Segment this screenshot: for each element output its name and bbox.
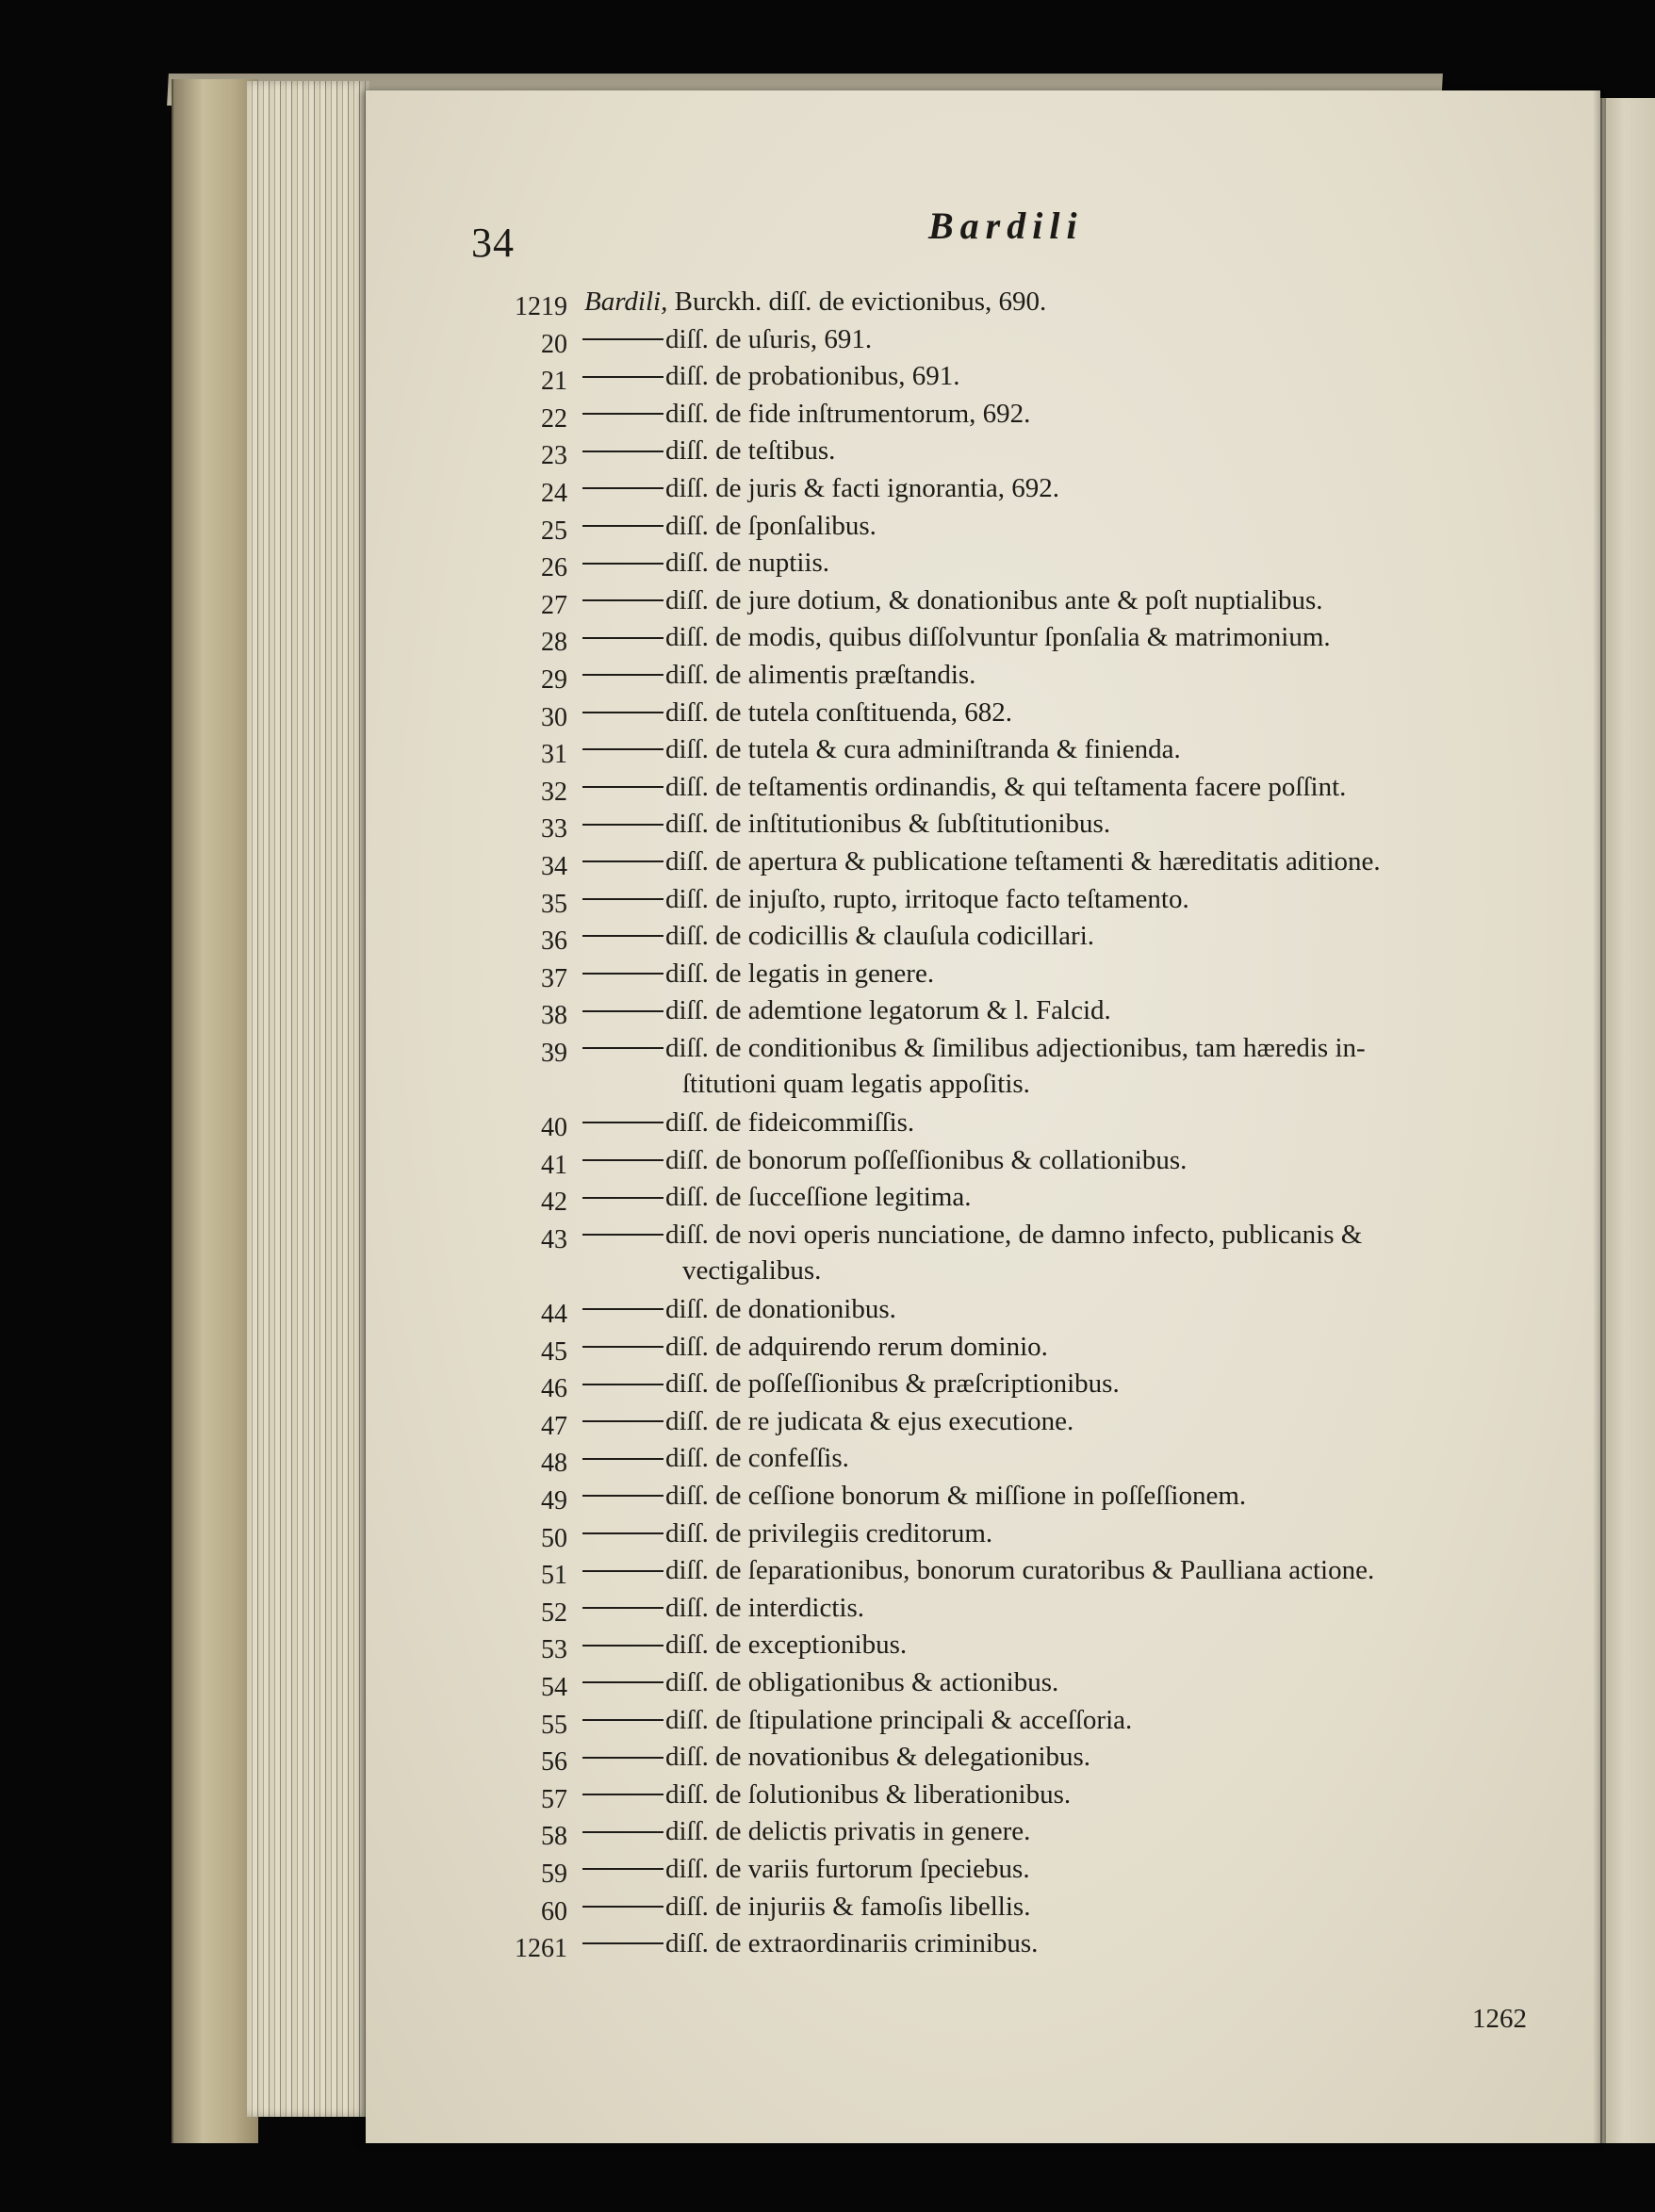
entry-title: diſſ. de privilegiis creditorum. [665, 1517, 993, 1548]
bibliography-entry [498, 473, 1553, 511]
ditto-rule [582, 487, 664, 489]
bibliography-entry [498, 995, 1553, 1033]
bibliography-entry [498, 585, 1553, 623]
ditto-rule [582, 860, 664, 862]
ditto-rule [582, 1458, 664, 1460]
entry-number: 52 [541, 1598, 567, 1628]
entry-number: 1219 [515, 292, 567, 321]
ditto-rule [582, 1384, 664, 1385]
entry-number: 43 [541, 1224, 567, 1254]
bibliography-entry [498, 959, 1553, 996]
entry-title: Burckh. diſſ. de evictionibus, 690. [674, 287, 1047, 317]
bibliography-entry [498, 287, 1553, 324]
entry-title: diſſ. de obligationibus & actionibus. [665, 1666, 1059, 1697]
ditto-rule [582, 973, 664, 975]
entry-text [582, 1033, 1366, 1064]
entry-text [582, 1294, 896, 1325]
bibliography-entry [498, 1294, 1553, 1332]
facing-page-edge [1600, 98, 1655, 2143]
entry-text [582, 324, 872, 355]
page-stack [247, 81, 369, 2117]
bibliography-entry [498, 772, 1553, 810]
entry-number: 44 [541, 1300, 567, 1330]
entry-title: diſſ. de donationibus. [665, 1294, 896, 1325]
entry-number: 23 [541, 441, 567, 471]
entry-number: 22 [541, 403, 567, 434]
entry-title: diſſ. de conditionibus & ſimilibus adjectionibus, tam hæredis in- [665, 1032, 1366, 1063]
entry-title: diſſ. de uſuris, 691. [665, 323, 873, 354]
ditto-rule [582, 1719, 664, 1721]
bibliography-entry [498, 1854, 1553, 1892]
entry-text [582, 1406, 1073, 1437]
bibliography-entry [498, 1107, 1553, 1145]
bibliography-entry [498, 1892, 1553, 1929]
entry-text [582, 921, 1094, 952]
entry-text [582, 809, 1110, 840]
entry-title: diſſ. de extraordinariis criminibus. [665, 1928, 1039, 1959]
entry-title: diſſ. de ſucceſſione legitima. [665, 1182, 972, 1213]
ditto-rule [582, 1570, 664, 1572]
entry-title: diſſ. de novi operis nunciatione, de damno infecto, publicanis & [665, 1219, 1363, 1250]
entry-text [582, 1182, 972, 1213]
entry-number: 29 [541, 664, 567, 695]
entry-title: diſſ. de teſtamentis ordinandis, & qui teſtamenta facere poſſint. [665, 771, 1347, 802]
entry-number: 41 [541, 1150, 567, 1180]
entry-title: diſſ. de adquirendo rerum dominio. [665, 1331, 1048, 1362]
bibliography-entry [498, 324, 1553, 362]
entry-text [582, 622, 1331, 653]
entry-number: 31 [541, 740, 567, 770]
ditto-rule [582, 1906, 664, 1908]
entry-title: diſſ. de ſeparationibus, bonorum curatoribus & Paulliana actione. [665, 1555, 1375, 1586]
entry-title: diſſ. de exceptionibus. [665, 1630, 908, 1661]
ditto-rule [582, 1757, 664, 1759]
entry-continuation: ſtitutioni quam legatis appoſitis. [682, 1068, 1030, 1099]
bibliography-entry [498, 1630, 1553, 1667]
entry-text [582, 361, 960, 392]
entry-number: 58 [541, 1822, 567, 1852]
entry-title: diſſ. de novationibus & delegationibus. [665, 1742, 1091, 1773]
ditto-rule [582, 1346, 664, 1348]
entry-number: 21 [541, 367, 567, 397]
entry-title: diſſ. de jure dotium, & donationibus ante & poſt nuptialibus. [665, 584, 1323, 615]
bibliography-entry [498, 1555, 1553, 1593]
running-head: Bardili [928, 205, 1084, 247]
entry-text [582, 585, 1323, 616]
ditto-rule [582, 1159, 664, 1161]
bibliography-entry [498, 884, 1553, 922]
entry-title: diſſ. de poſſeſſionibus & præſcriptionibus. [665, 1368, 1120, 1400]
entry-number: 56 [541, 1747, 567, 1778]
entry-number: 34 [541, 851, 567, 881]
entry-number: 38 [541, 1001, 567, 1031]
entry-title: diſſ. de modis, quibus diſſolvuntur ſponſalia & matrimonium. [665, 622, 1331, 653]
entry-number: 33 [541, 814, 567, 844]
entry-number: 55 [541, 1710, 567, 1740]
ditto-rule [582, 413, 664, 415]
entry-title: diſſ. de bonorum poſſeſſionibus & collationibus. [665, 1144, 1188, 1175]
entry-title: diſſ. de legatis in genere. [665, 958, 935, 989]
entry-text [582, 435, 835, 467]
bibliography-entry [498, 548, 1553, 585]
bibliography-entry [498, 1220, 1553, 1294]
entry-number: 27 [541, 590, 567, 620]
ditto-rule [582, 599, 664, 601]
entry-title: diſſ. de ſtipulatione principali & acceſſoria. [665, 1704, 1133, 1735]
entry-text [582, 1705, 1132, 1736]
bibliography-entry [498, 1368, 1553, 1406]
ditto-rule [582, 525, 664, 527]
entry-text [582, 1443, 849, 1474]
ditto-rule [582, 338, 664, 340]
bibliography-entry [498, 1518, 1553, 1556]
bibliography-entry [498, 921, 1553, 959]
entry-title: diſſ. de codicillis & clauſula codicillari. [665, 921, 1095, 952]
entry-text [582, 660, 975, 691]
entry-text [582, 1107, 914, 1139]
ditto-rule [582, 1047, 664, 1049]
entry-text [582, 1332, 1048, 1363]
entry-author: Bardili, [584, 287, 668, 317]
ditto-rule [582, 1868, 664, 1870]
bibliography-entry [498, 1705, 1553, 1743]
entry-text [582, 959, 934, 990]
entry-number: 32 [541, 777, 567, 807]
ditto-rule [582, 563, 664, 565]
entry-title: diſſ. de apertura & publicatione teſtamenti & hæreditatis aditione. [665, 845, 1381, 877]
entry-title: diſſ. de delictis privatis in genere. [665, 1816, 1031, 1847]
entry-number: 48 [541, 1449, 567, 1479]
bibliography-entry [498, 1033, 1553, 1107]
entry-number: 25 [541, 516, 567, 546]
bibliography-list [498, 287, 1553, 1966]
entry-number: 45 [541, 1336, 567, 1367]
entry-number: 42 [541, 1188, 567, 1218]
entry-number: 20 [541, 329, 567, 359]
ditto-rule [582, 1308, 664, 1310]
entry-title: diſſ. de fideicommiſſis. [665, 1107, 915, 1139]
page-number: 34 [471, 220, 515, 266]
bibliography-entry [498, 1406, 1553, 1444]
ditto-rule [582, 1197, 664, 1199]
entry-number: 46 [541, 1374, 567, 1404]
entry-text [582, 1593, 864, 1624]
bibliography-entry [498, 1145, 1553, 1183]
entry-number: 47 [541, 1411, 567, 1441]
entry-text [582, 1854, 1030, 1885]
entry-number: 35 [541, 889, 567, 919]
entry-title: diſſ. de interdictis. [665, 1592, 865, 1623]
bibliography-entry [498, 1481, 1553, 1518]
ditto-rule [582, 637, 664, 639]
entry-text [582, 1145, 1187, 1176]
entry-text [582, 846, 1381, 877]
entry-text [582, 1481, 1246, 1512]
ditto-rule [582, 1942, 664, 1944]
entry-text [582, 1892, 1030, 1923]
ditto-rule [582, 786, 664, 788]
entry-title: diſſ. de ademtione legatorum & l. Falcid. [665, 995, 1111, 1026]
bibliography-entry [498, 1667, 1553, 1705]
bibliography-entry [498, 1332, 1553, 1369]
entry-title: diſſ. de variis furtorum ſpeciebus. [665, 1853, 1030, 1884]
ditto-rule [582, 1645, 664, 1647]
entry-number: 24 [541, 478, 567, 508]
ditto-rule [582, 898, 664, 900]
entry-title: diſſ. de juris & facti ignorantia, 692. [665, 472, 1059, 503]
ditto-rule [582, 824, 664, 826]
bibliography-entry [498, 734, 1553, 772]
entry-text [582, 1667, 1058, 1698]
catchword: 1262 [1472, 2004, 1527, 2034]
ditto-rule [582, 748, 664, 750]
entry-title: diſſ. de tutela conſtituenda, 682. [665, 696, 1013, 728]
entry-number: 37 [541, 963, 567, 993]
entry-title: diſſ. de confeſſis. [665, 1443, 849, 1474]
entry-title: diſſ. de injuriis & famoſis libellis. [665, 1891, 1031, 1922]
entry-title: diſſ. de alimentis præſtandis. [665, 659, 976, 690]
entry-continuation: vectigalibus. [682, 1254, 822, 1286]
book-cover-edge [172, 79, 258, 2143]
entry-title: diſſ. de ſponſalibus. [665, 510, 877, 541]
entry-text [582, 697, 1012, 729]
entry-text [582, 1518, 992, 1549]
ditto-rule [582, 1681, 664, 1683]
bibliography-entry [498, 1593, 1553, 1630]
bibliography-entry [498, 1443, 1553, 1481]
entry-title: diſſ. de nuptiis. [665, 548, 829, 579]
bibliography-entry [498, 809, 1553, 846]
entry-text [582, 995, 1111, 1026]
entry-number: 1261 [515, 1934, 567, 1964]
entry-text [582, 772, 1346, 803]
entry-text [582, 548, 829, 579]
entry-number: 39 [541, 1038, 567, 1068]
entry-text [582, 1928, 1038, 1959]
entry-text [582, 1555, 1374, 1586]
ditto-rule [582, 1010, 664, 1012]
bibliography-entry [498, 1816, 1553, 1854]
bibliography-entry [498, 1779, 1553, 1817]
entry-number: 59 [541, 1859, 567, 1889]
bibliography-entry [498, 511, 1553, 549]
entry-number: 28 [541, 628, 567, 658]
entry-title: diſſ. de tutela & cura adminiſtranda & finienda. [665, 734, 1181, 765]
entry-title: diſſ. de injuſto, rupto, irritoque facto teſtamento. [665, 883, 1189, 914]
ditto-rule [582, 712, 664, 713]
ditto-rule [582, 674, 664, 676]
ditto-rule [582, 1122, 664, 1123]
entry-text [582, 1220, 1362, 1251]
entry-title: diſſ. de ceſſione bonorum & miſſione in poſſeſſionem. [665, 1481, 1247, 1511]
bibliography-entry [498, 435, 1553, 473]
entry-number: 53 [541, 1635, 567, 1665]
entry-number: 57 [541, 1784, 567, 1814]
bibliography-entry [498, 399, 1553, 436]
entry-number: 50 [541, 1523, 567, 1553]
entry-title: diſſ. de probationibus, 691. [665, 361, 960, 392]
entry-text [582, 1779, 1071, 1811]
entry-number: 51 [541, 1561, 567, 1591]
entry-number: 40 [541, 1113, 567, 1143]
entry-text [582, 1368, 1120, 1400]
bibliography-entry [498, 1182, 1553, 1220]
ditto-rule [582, 1794, 664, 1795]
entry-text [582, 1816, 1030, 1847]
page-gutter [1593, 90, 1606, 2143]
entry-title: diſſ. de ſolutionibus & liberationibus. [665, 1778, 1072, 1810]
entry-text [582, 1742, 1090, 1773]
entry-title: diſſ. de teſtibus. [665, 435, 836, 467]
entry-number: 54 [541, 1672, 567, 1702]
entry-number: 36 [541, 926, 567, 957]
entry-text [582, 473, 1059, 504]
entry-text [582, 511, 877, 542]
ditto-rule [582, 935, 664, 937]
entry-text [582, 399, 1030, 430]
bibliography-entry [498, 697, 1553, 735]
entry-title: diſſ. de re judicata & ejus executione. [665, 1405, 1074, 1436]
entry-number: 49 [541, 1486, 567, 1516]
bibliography-entry [498, 660, 1553, 697]
entry-text [582, 884, 1189, 915]
entry-title: diſſ. de inſtitutionibus & ſubſtitutionibus. [665, 809, 1111, 840]
ditto-rule [582, 1831, 664, 1833]
entry-title: diſſ. de fide inſtrumentorum, 692. [665, 398, 1031, 429]
ditto-rule [582, 1607, 664, 1609]
bibliography-entry [498, 1928, 1553, 1966]
bibliography-entry [498, 846, 1553, 884]
entry-text [584, 287, 1046, 318]
ditto-rule [582, 1420, 664, 1422]
bibliography-entry [498, 622, 1553, 660]
ditto-rule [582, 1495, 664, 1497]
bibliography-entry [498, 1742, 1553, 1779]
entry-text [582, 1630, 907, 1661]
ditto-rule [582, 451, 664, 452]
bibliography-entry [498, 361, 1553, 399]
entry-number: 30 [541, 702, 567, 732]
entry-number: 60 [541, 1896, 567, 1926]
ditto-rule [582, 1234, 664, 1236]
ditto-rule [582, 376, 664, 378]
entry-number: 26 [541, 553, 567, 583]
ditto-rule [582, 1532, 664, 1534]
entry-text [582, 734, 1181, 765]
